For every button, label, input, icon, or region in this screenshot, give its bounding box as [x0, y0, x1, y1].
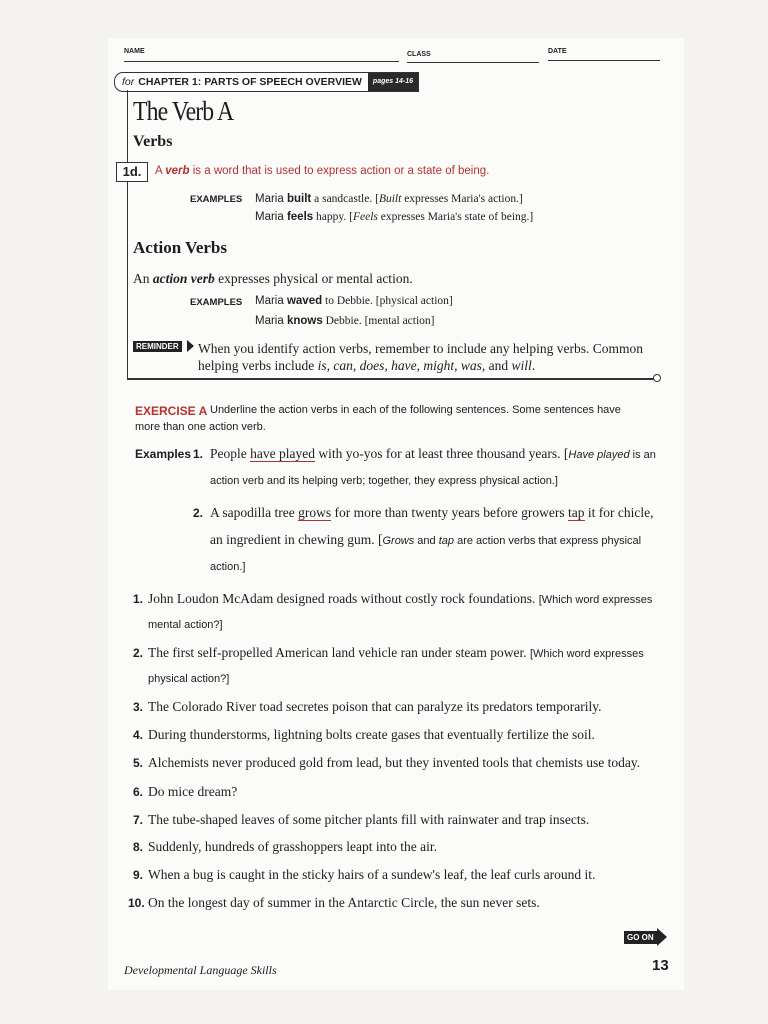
item-number: 10.: [128, 896, 145, 910]
item-text: Alchemists never produced gold from lead, but they invented tools that chemists use today.: [148, 755, 641, 770]
example-1-sentence: People have played with yo-yos for at least three thousand years. [Have played is an: [210, 446, 656, 461]
item-text: When a bug is caught in the sticky hairs of a sundew's leaf, the leaf curls around it.: [148, 867, 596, 882]
reminder-line2: helping verbs include is, can, does, have, might, was, and will.: [198, 358, 536, 373]
box-left-border: [127, 90, 128, 378]
example-2-number: 2.: [193, 506, 204, 520]
item-number: 2.: [133, 646, 144, 660]
verbs-heading: Verbs: [133, 133, 173, 150]
exercise-item: [148, 812, 589, 828]
example-2-sentence: A sapodilla tree grows for more than twenty years before growers tap it for chicle,: [210, 505, 654, 520]
date-line: [548, 60, 660, 61]
exercise-instructions-2: more than one action verb.: [135, 421, 266, 433]
example-feels: Maria feels happy. [Feels expresses Maria's state of being.]: [255, 211, 534, 223]
item-hint-cont: physical action?]: [148, 673, 230, 685]
exercise-item: [148, 784, 237, 800]
item-number: 6.: [133, 785, 144, 799]
reminder-line1: When you identify action verbs, remember to include any helping verbs. Common: [198, 341, 644, 356]
example-knows: Maria knows Debbie. [mental action]: [255, 315, 435, 327]
book-title: Developmental Language Skills: [124, 963, 277, 977]
page-number: 13: [652, 957, 669, 974]
circle-end-icon: [653, 374, 661, 382]
item-text: Suddenly, hundreds of grasshoppers leapt into the air.: [148, 839, 437, 854]
item-text: During thunderstorms, lightning bolts create gases that eventually fertilize the soil.: [148, 727, 595, 742]
examples-label-3: Examples: [135, 447, 192, 461]
class-line: [407, 62, 539, 63]
verb-definition: A verb is a word that is used to express action or a state of being.: [155, 165, 490, 177]
date-label: DATE: [548, 48, 567, 55]
exercise-item: [148, 755, 640, 771]
example-1-number: 1.: [193, 447, 204, 461]
chapter-bar: [114, 72, 419, 92]
example-2-explanation-end: action.]: [210, 561, 246, 573]
action-verbs-heading: Action Verbs: [133, 238, 227, 257]
item-text: The Colorado River toad secretes poison that can paralyze its predators temporarily.: [148, 699, 602, 714]
name-line: [124, 61, 399, 62]
class-label: CLASS: [407, 51, 431, 58]
item-text: John Loudon McAdam designed roads without costly rock foundations.: [148, 591, 539, 606]
arrow-right-icon: [657, 928, 667, 946]
item-number: 1.: [133, 592, 144, 606]
item-hint-cont: mental action?]: [148, 619, 223, 631]
exercise-item: [148, 727, 595, 743]
item-hint: [Which word expresses: [538, 594, 653, 606]
action-verb-definition: An action verb expresses physical or mental action.: [133, 271, 413, 286]
example-1-explanation: action verb and its helping verb; together, they express physical action.]: [210, 475, 558, 487]
item-number: 4.: [133, 728, 144, 742]
exercise-item: [148, 645, 644, 661]
chapter-pages: pages 14-16: [368, 73, 418, 91]
example-built: Maria built a sandcastle. [Built expresses Maria's action.]: [255, 193, 523, 205]
item-number: 3.: [133, 700, 144, 714]
item-text: The tube-shaped leaves of some pitcher plants fill with rainwater and trap insects.: [148, 812, 590, 827]
item-text: On the longest day of summer in the Antarctic Circle, the sun never sets.: [148, 895, 540, 910]
item-text: The first self-propelled American land vehicle ran under steam power.: [148, 645, 530, 660]
exercise-item: [148, 895, 540, 911]
name-label: NAME: [124, 48, 145, 55]
exercise-label: EXERCISE A: [135, 404, 208, 418]
go-on-label: GO ON: [624, 931, 657, 944]
item-text: Do mice dream?: [148, 784, 238, 799]
item-hint: [Which word expresses: [529, 648, 644, 660]
examples-label-2: EXAMPLES: [190, 297, 243, 308]
example-waved: Maria waved to Debbie. [physical action]: [255, 295, 453, 307]
rule-number: 1d.: [116, 162, 148, 182]
page-title: The Verb A: [133, 96, 234, 126]
reminder-arrow-icon: [187, 340, 194, 352]
item-number: 7.: [133, 813, 144, 827]
chapter-for: for: [122, 76, 135, 88]
example-2-explanation: an ingredient in chewing gum. [Grows and tap are action verbs that express physical: [210, 532, 642, 547]
examples-label-1: EXAMPLES: [190, 194, 243, 205]
exercise-item: [148, 591, 652, 607]
exercise-item: [148, 867, 595, 883]
item-number: 8.: [133, 840, 144, 854]
box-bottom-border: [127, 378, 655, 380]
item-number: 5.: [133, 756, 144, 770]
go-on-badge: [624, 928, 667, 946]
exercise-item: [148, 699, 601, 715]
item-number: 9.: [133, 868, 144, 882]
chapter-title: CHAPTER 1: PARTS OF SPEECH OVERVIEW: [138, 76, 362, 88]
exercise-item: [148, 839, 437, 855]
exercise-instructions-1: Underline the action verbs in each of the following sentences. Some sentences have: [210, 404, 621, 416]
reminder-label: REMINDER: [133, 341, 182, 352]
